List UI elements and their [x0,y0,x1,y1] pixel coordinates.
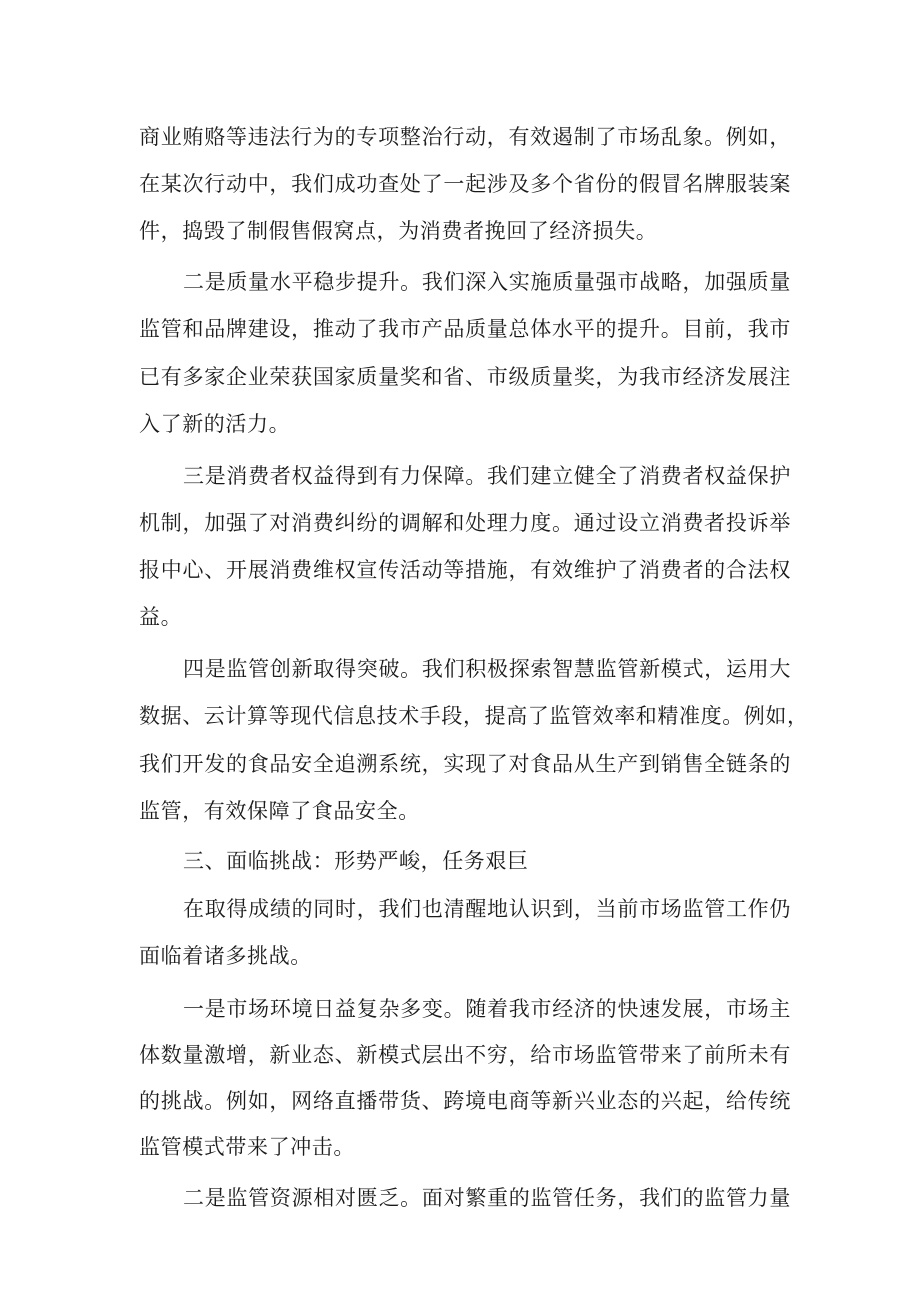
text-line: 体数量激增，新业态、新模式层出不穷，给市场监管带来了前所未有 [139,1043,791,1067]
paragraph-first-line: 二是监管资源相对匮乏。面对繁重的监管任务，我们的监管力量 [183,1186,791,1210]
section-heading: 三、面临挑战：形势严峻，任务艰巨 [183,849,529,873]
paragraph-first-line: 四是监管创新取得突破。我们积极探索智慧监管新模式，运用大 [183,657,791,681]
text-line: 益。 [139,605,183,629]
text-line: 在某次行动中，我们成功查处了一起涉及多个省份的假冒名牌服装案 [139,172,791,196]
text-line: 监管，有效保障了食品安全。 [139,799,420,823]
text-line: 我们开发的食品安全追溯系统，实现了对食品从生产到销售全链条的 [139,752,791,776]
text-line: 的挑战。例如，网络直播带货、跨境电商等新兴业态的兴起，给传统 [139,1089,791,1113]
text-line: 监管模式带来了冲击。 [139,1135,355,1159]
paragraph-first-line: 二是质量水平稳步提升。我们深入实施质量强市战略，加强质量 [183,270,791,294]
text-line: 面临着诸多挑战。 [139,944,312,968]
text-line: 监管和品牌建设，推动了我市产品质量总体水平的提升。目前，我市 [139,317,791,341]
paragraph-first-line: 在取得成绩的同时，我们也清醒地认识到，当前市场监管工作仍 [183,897,791,921]
text-line: 件，捣毁了制假售假窝点，为消费者挽回了经济损失。 [139,219,658,243]
text-line: 数据、云计算等现代信息技术手段，提高了监管效率和精准度。例如， [139,704,809,728]
text-line: 入了新的活力。 [139,412,291,436]
text-line: 报中心、开展消费维权宣传活动等措施，有效维护了消费者的合法权 [139,558,791,582]
paragraph-first-line: 一是市场环境日益复杂多变。随着我市经济的快速发展，市场主 [183,997,791,1021]
text-line: 已有多家企业荣获国家质量奖和省、市级质量奖，为我市经济发展注 [139,365,791,389]
paragraph-first-line: 三是消费者权益得到有力保障。我们建立健全了消费者权益保护 [183,464,791,488]
text-line: 商业贿赂等违法行为的专项整治行动，有效遏制了市场乱象。例如， [139,125,791,149]
text-line: 机制，加强了对消费纠纷的调解和处理力度。通过设立消费者投诉举 [139,511,791,535]
